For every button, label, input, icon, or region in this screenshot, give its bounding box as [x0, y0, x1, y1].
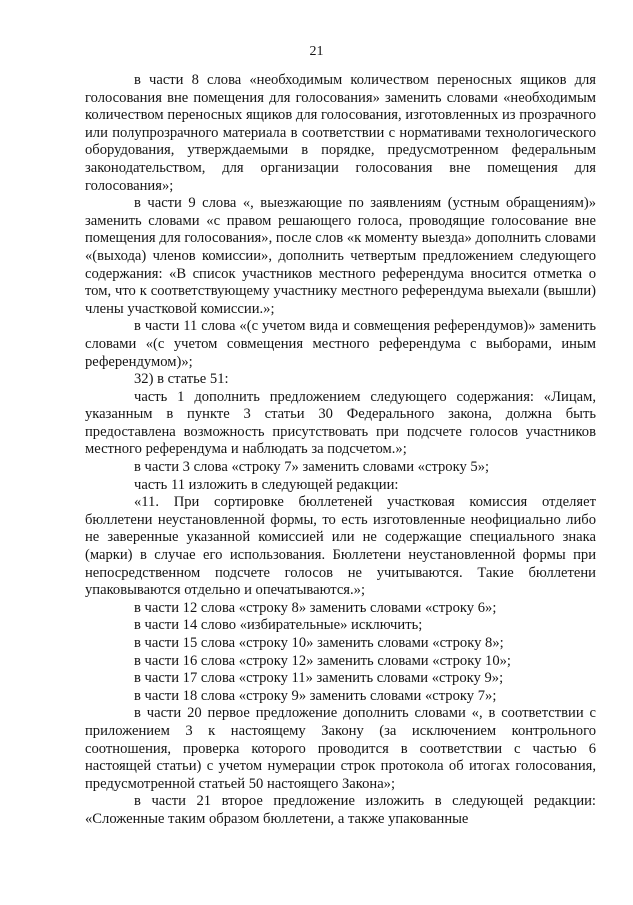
paragraph: в части 17 слова «строку 11» заменить словами «строку 9»; — [134, 670, 504, 687]
document-body — [85, 72, 596, 829]
paragraph: в части 18 слова «строку 9» заменить словами «строку 7»; — [134, 687, 497, 704]
paragraph: в части 15 слова «строку 10» заменить словами «строку 8»; — [134, 635, 504, 651]
paragraph: в части 8 слова «необходимым количеством переносных ящиков для голосования вне помещения для голосования» заменить словами «необходимым количеством переносных ящиков для голосования, изготовленных из прозрачного или полупрозрачного материала в соответствии с нормативами технологического оборудования, утверждаемыми в порядке, предусмотренном федеральным законодательством, для организации голосования вне помещения для голосования»; — [85, 72, 596, 194]
paragraph: часть 11 изложить в следующей редакции: — [134, 476, 399, 493]
page-number: 21 — [309, 44, 324, 59]
paragraph: часть 1 дополнить предложением следующего содержания: «Лицам, указанным в пункте 3 статьи 30 Федерального закона, должна быть предоставлена возможность присутствовать при подсчете голосов участников местного референдума и наблюдать за подсчетом.»; — [85, 388, 596, 458]
paragraph: 32) в статье 51: — [134, 371, 229, 388]
paragraph: в части 12 слова «строку 8» заменить словами «строку 6»; — [134, 599, 497, 616]
paragraph: в части 14 слово «избирательные» исключить; — [134, 617, 423, 634]
paragraph: в части 11 слова «(с учетом вида и совмещения референдумов)» заменить словами «(с учетом совмещения местного референдума с выборами, иным референдумом)»; — [85, 318, 596, 370]
paragraph: в части 20 первое предложение дополнить словами «, в соответствии с приложением 3 к настоящему Закону (за исключением контрольного соотношения, проверка которого проводится в соответствии с частью 6 настоящей статьи) с учетом нумерации строк протокола об итогах голосования, предусмотренной статьей 50 настоящего Закона»; — [85, 705, 596, 792]
paragraph: в части 21 второе предложение изложить в следующей редакции: «Сложенные таким образом бюллетени, а также упакованные — [85, 793, 596, 827]
paragraph: в части 16 слова «строку 12» заменить словами «строку 10»; — [134, 652, 511, 669]
paragraph: «11. При сортировке бюллетеней участковая комиссия отделяет бюллетени неустановленной формы, то есть изготовленные неофициально либо не заверенные указанной комиссией или не содержащие специального знака (марки) в случае его использования. Бюллетени неустановленной формы при непосредственном подсчете голосов не учитываются. Такие бюллетени упаковываются отдельно и опечатываются.»; — [85, 494, 596, 599]
paragraph: в части 3 слова «строку 7» заменить словами «строку 5»; — [134, 459, 490, 476]
paragraph: в части 9 слова «, выезжающие по заявлениям (устным обращениям)» заменить словами «с правом решающего голоса, проводящие голосование вне помещения для голосования», после слов «к моменту выезда» дополнить словами «(выхода) членов комиссии», дополнить четвертым предложением следующего содержания: «В список участников местного референдума вносится отметка о том, что к соответствующему участнику местного референдума выехали (вышли) члены участковой комиссии.»; — [85, 195, 596, 317]
